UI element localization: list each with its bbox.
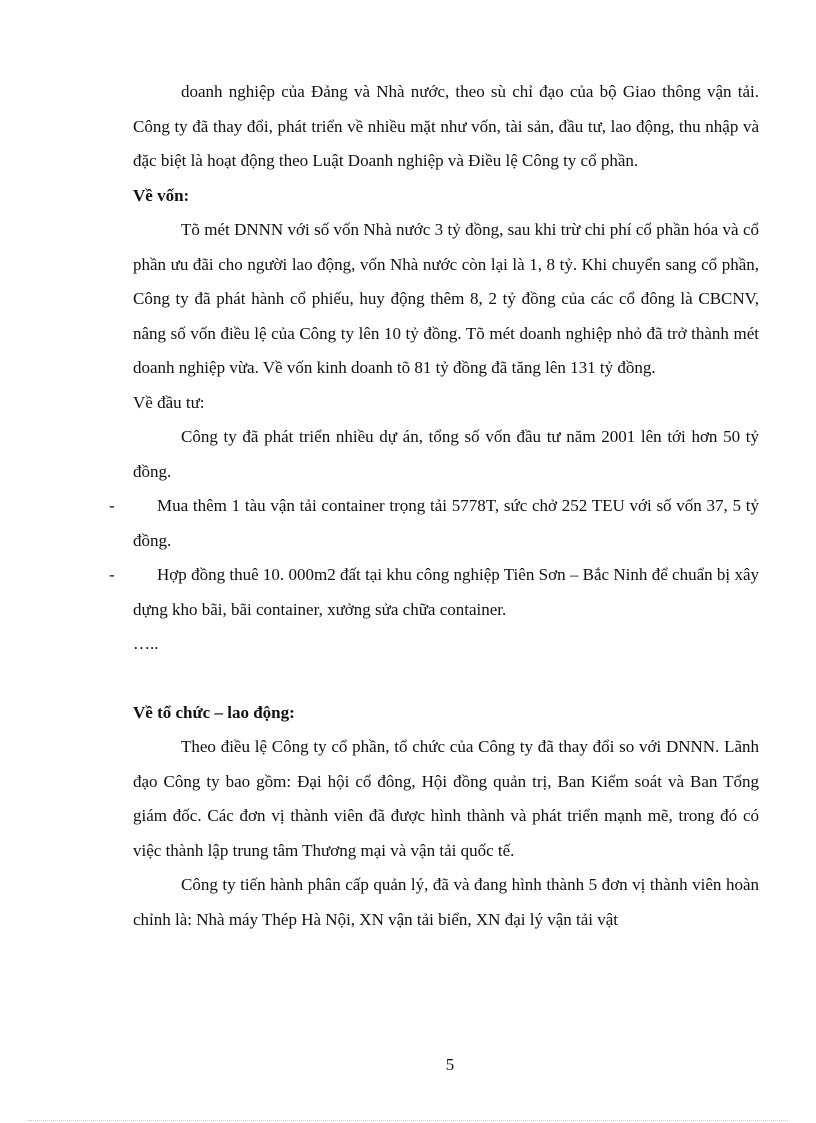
organization-paragraph-2: Công ty tiến hành phân cấp quản lý, đã và đang hình thành 5 đơn vị thành viên hoàn chỉnh là: Nhà máy Thép Hà Nội, XN vận tải biển, XN đại lý vận tải vật [133,875,759,929]
organization-paragraph-1: Theo điều lệ Công ty cổ phần, tổ chức của Công ty đã thay đổi so với DNNN. Lãnh đạo Công ty bao gồm: Đại hội cổ đông, Hội đồng quản trị, Ban Kiểm soát và Ban Tổng giám đốc. Các đơn vị thành viên đã được hình thành và phát triển mạnh mẽ, trong đó có việc thành lập trung tâm Thương mại và vận tải quốc tế. [133,737,759,860]
heading-capital: Về vốn: [133,185,190,205]
bullet-dash: - [109,496,115,515]
bullet-dash: - [109,565,115,584]
body-text [109,75,759,937]
bullet-item [109,558,759,627]
footer-divider [28,1120,788,1121]
spacer [133,662,759,696]
bullet-text: Mua thêm 1 tàu vận tải container trọng tải 5778T, sức chở 252 TEU với số vốn 37, 5 tỷ đồng. [133,496,759,550]
heading-organization: Về tổ chức – lao động: [133,702,295,722]
heading-investment: Về đầu tư: [133,392,205,412]
investment-paragraph: Công ty đã phát triển nhiều dự án, tổng số vốn đầu tư năm 2001 lên tới hơn 50 tỷ đồng. [133,427,759,481]
bullet-item [109,489,759,558]
capital-paragraph: Tõ mét DNNN với số vốn Nhà nước 3 tỷ đồng, sau khi trừ chi phí cổ phần hóa và cổ phần ưu đãi cho người lao động, vốn Nhà nước còn lại là 1, 8 tỷ. Khi chuyển sang cổ phần, Công ty đã phát hành cổ phiếu, huy động thêm 8, 2 tỷ đồng của các cổ đông là CBCNV, nâng số vốn điều lệ của Công ty lên 10 tỷ đồng. Tõ mét doanh nghiệp nhỏ đã trở thành mét doanh nghiệp vừa. Về vốn kinh doanh tõ 81 tỷ đồng đã tăng lên 131 tỷ đồng. [133,220,759,377]
ellipsis: ….. [133,634,159,653]
bullet-text: Hợp đồng thuê 10. 000m2 đất tại khu công nghiệp Tiên Sơn – Bắc Ninh để chuẩn bị xây dựng kho bãi, bãi container, xưởng sửa chữa container. [133,565,759,619]
intro-paragraph: doanh nghiệp của Đảng và Nhà nước, theo sù chỉ đạo của bộ Giao thông vận tải. Công ty đã thay đổi, phát triển về nhiều mặt như vốn, tài sản, đầu tư, lao động, thu nhập và đặc biệt là hoạt động theo Luật Doanh nghiệp và Điều lệ Công ty cổ phần. [133,82,759,170]
page-number: 5 [445,1055,455,1074]
